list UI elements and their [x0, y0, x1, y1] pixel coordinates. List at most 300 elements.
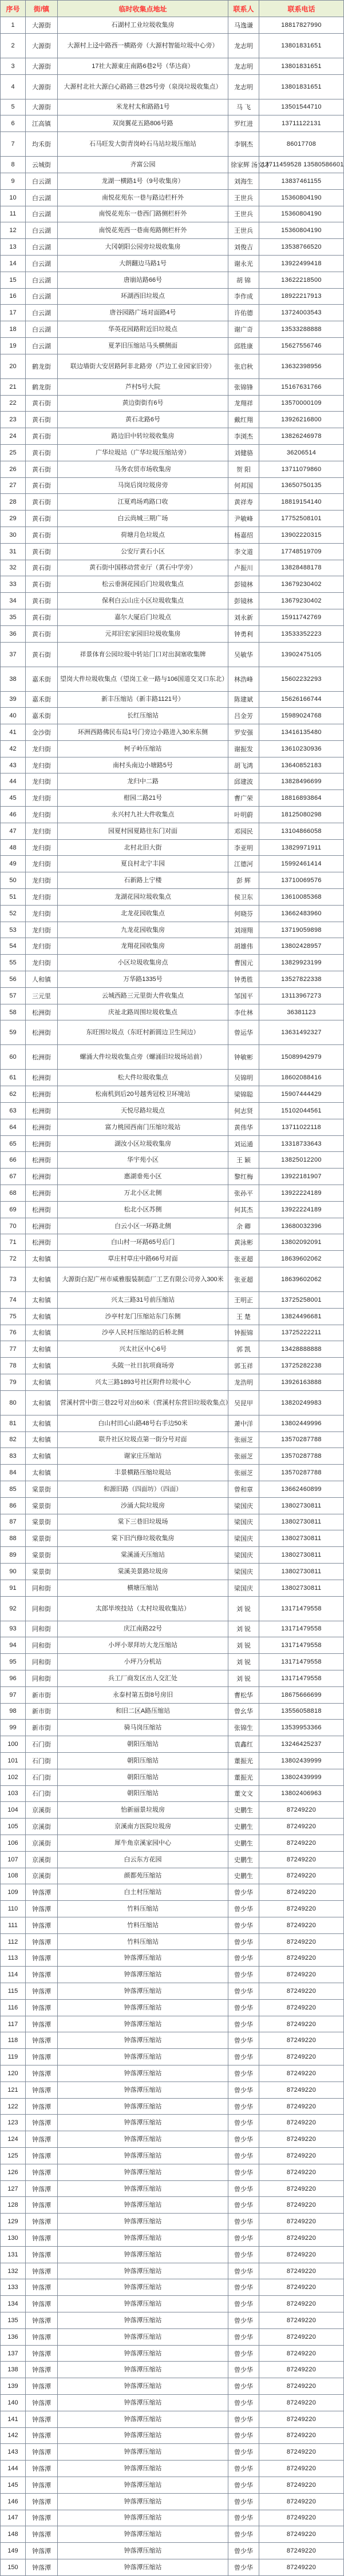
- table-row: [1, 1950, 344, 1967]
- cell-phone: 87249220: [259, 2526, 344, 2543]
- cell-contact: 刘 锐: [228, 1621, 259, 1637]
- cell-street: 钟落潭: [26, 2477, 58, 2493]
- table-row: [1, 543, 344, 560]
- cell-phone: 87249220: [259, 1933, 344, 1950]
- cell-contact: 吕金芳: [228, 708, 259, 724]
- cell-address: 石马旺发大街青岗岭石马站垃圾压缩站: [58, 132, 228, 157]
- cell-address: 钟落潭压缩站: [58, 2279, 228, 2296]
- table-row: [1, 1308, 344, 1325]
- cell-phone: 87249220: [259, 1983, 344, 2000]
- cell-phone: 87249220: [259, 2214, 344, 2230]
- cell-address: 朝阳压缩站: [58, 1736, 228, 1753]
- cell-address: 太郎毕埃技站（太村垃圾收集站）: [58, 1596, 228, 1621]
- cell-street: 同和街: [26, 1654, 58, 1670]
- cell-address: 钟落潭压缩站: [58, 2395, 228, 2411]
- cell-contact: 曾少华: [228, 2016, 259, 2032]
- cell-phone: 15989024768: [259, 708, 344, 724]
- cell-no: 73: [1, 1267, 26, 1292]
- cell-street: 钟落潭: [26, 1884, 58, 1901]
- cell-street: 棠景街: [26, 1497, 58, 1514]
- table-row: [1, 2032, 344, 2049]
- cell-street: 金沙街: [26, 724, 58, 741]
- table-row: [1, 412, 344, 428]
- table-row: [1, 1621, 344, 1637]
- cell-phone: 13922224189: [259, 1201, 344, 1218]
- cell-no: 101: [1, 1752, 26, 1769]
- cell-no: 106: [1, 1835, 26, 1851]
- cell-address: 北村北旧大街: [58, 839, 228, 856]
- cell-address: 芦村5号大院: [58, 378, 228, 395]
- cell-contact: 曾少华: [228, 2427, 259, 2444]
- cell-address: 东旺围垃圾点（东旺村新圆边卫生间边）: [58, 1020, 228, 1045]
- cell-no: 138: [1, 2362, 26, 2378]
- cell-phone: 18817827990: [259, 17, 344, 34]
- cell-contact: 张丽芝: [228, 1465, 259, 1481]
- cell-address: 松大件垃圾收集点: [58, 1070, 228, 1086]
- cell-address: 永兴村九社大件收集点: [58, 807, 228, 823]
- cell-no: 74: [1, 1292, 26, 1309]
- cell-address: 和源旧路（四面坊）（四面）: [58, 1481, 228, 1497]
- cell-no: 100: [1, 1736, 26, 1753]
- cell-street: 龙归街: [26, 740, 58, 757]
- cell-street: 太和镇: [26, 1431, 58, 1448]
- cell-street: 钟落潭: [26, 2016, 58, 2032]
- cell-street: 鹤龙街: [26, 354, 58, 378]
- table-header: [1, 1, 344, 17]
- cell-contact: 曾少华: [228, 2493, 259, 2510]
- cell-phone: 13171479558: [259, 1670, 344, 1686]
- cell-contact: 曾少华: [228, 2214, 259, 2230]
- cell-address: 唐谷园路广场对面路4号: [58, 305, 228, 321]
- cell-no: 142: [1, 2427, 26, 2444]
- table-row: [1, 2098, 344, 2115]
- cell-contact: 谢振发: [228, 740, 259, 757]
- cell-street: 云城街: [26, 157, 58, 173]
- cell-no: 78: [1, 1358, 26, 1374]
- cell-phone: 87249220: [259, 2049, 344, 2065]
- cell-contact: 张孙平: [228, 1185, 259, 1202]
- cell-contact: 王明正: [228, 1292, 259, 1309]
- cell-no: 109: [1, 1884, 26, 1901]
- cell-no: 59: [1, 1020, 26, 1045]
- cell-street: 太和镇: [26, 1465, 58, 1481]
- cell-phone: 13828488178: [259, 560, 344, 576]
- cell-phone: 87249220: [259, 2328, 344, 2345]
- cell-street: 同和街: [26, 1580, 58, 1596]
- cell-address: 骑马岗压缩站: [58, 1720, 228, 1736]
- cell-no: 133: [1, 2279, 26, 2296]
- cell-no: 130: [1, 2230, 26, 2247]
- cell-street: 龙归街: [26, 839, 58, 856]
- cell-street: 龙归街: [26, 889, 58, 906]
- cell-contact: 曾少华: [228, 2098, 259, 2115]
- cell-address: 京溪南方医院垃圾房: [58, 1819, 228, 1835]
- cell-no: 114: [1, 1967, 26, 1983]
- cell-no: 5: [1, 99, 26, 115]
- cell-address: 白山村一环路65号后门: [58, 1234, 228, 1251]
- cell-no: 127: [1, 2180, 26, 2197]
- cell-phone: 87249220: [259, 2131, 344, 2148]
- cell-address: 马岗后岗垃圾房旁: [58, 477, 228, 494]
- cell-street: 钟落潭: [26, 2197, 58, 2214]
- table-row: [1, 724, 344, 741]
- cell-street: 石门街: [26, 1752, 58, 1769]
- header-row: [1, 1, 344, 17]
- cell-address: 钟落潭压缩站: [58, 2543, 228, 2559]
- cell-contact: 曾少华: [228, 1983, 259, 2000]
- cell-phone: 13802439999: [259, 1752, 344, 1769]
- cell-street: 嘉禾街: [26, 691, 58, 708]
- cell-street: 大源街: [26, 99, 58, 115]
- cell-no: 30: [1, 527, 26, 543]
- cell-street: 钟落潭: [26, 1999, 58, 2016]
- cell-no: 13: [1, 239, 26, 256]
- cell-contact: 张锦锋: [228, 378, 259, 395]
- cell-no: 28: [1, 494, 26, 511]
- cell-phone: 13650750135: [259, 477, 344, 494]
- cell-contact: 黄泳彬: [228, 1234, 259, 1251]
- table-row: [1, 1234, 344, 1251]
- cell-phone: 13171479558: [259, 1621, 344, 1637]
- cell-contact: 曾少华: [228, 1950, 259, 1967]
- cell-street: 龙归街: [26, 856, 58, 872]
- cell-contact: 曾少华: [228, 2411, 259, 2427]
- table-row: [1, 1218, 344, 1234]
- cell-street: 龙归街: [26, 905, 58, 922]
- cell-contact: 刘运通: [228, 1135, 259, 1152]
- cell-street: 松洲街: [26, 1185, 58, 1202]
- cell-phone: 13801831651: [259, 58, 344, 74]
- table-row: [1, 1654, 344, 1670]
- table-row: [1, 790, 344, 807]
- cell-contact: 张启秋: [228, 354, 259, 378]
- table-row: [1, 2115, 344, 2131]
- cell-contact: 曾少华: [228, 1884, 259, 1901]
- cell-address: 湖汝小区垃圾收集房: [58, 1135, 228, 1152]
- table-row: [1, 1596, 344, 1621]
- table-row: [1, 2378, 344, 2395]
- cell-contact: 史鹏生: [228, 1819, 259, 1835]
- cell-contact: 黄伟华: [228, 1119, 259, 1135]
- cell-street: 钟落潭: [26, 2032, 58, 2049]
- cell-address: 犀牛角京溪家园中心: [58, 1835, 228, 1851]
- cell-street: 黄石街: [26, 576, 58, 593]
- cell-no: 58: [1, 1004, 26, 1020]
- cell-phone: 87249220: [259, 1851, 344, 1868]
- cell-contact: 梁国庆: [228, 1497, 259, 1514]
- cell-phone: 13725222211: [259, 1325, 344, 1341]
- cell-no: 111: [1, 1917, 26, 1933]
- cell-contact: 曹松华: [228, 1686, 259, 1703]
- cell-street: 江高镇: [26, 115, 58, 132]
- cell-street: 黄石街: [26, 543, 58, 560]
- cell-phone: 18125080298: [259, 807, 344, 823]
- cell-no: 113: [1, 1950, 26, 1967]
- cell-no: 139: [1, 2378, 26, 2395]
- cell-phone: 87249220: [259, 2477, 344, 2493]
- cell-address: 钟落潭压缩站: [58, 2526, 228, 2543]
- cell-phone: 36381123: [259, 1004, 344, 1020]
- cell-no: 84: [1, 1465, 26, 1481]
- cell-contact: 曾少华: [228, 1901, 259, 1917]
- cell-street: 钟落潭: [26, 2098, 58, 2115]
- cell-address: 联升社区垃圾点第一街分号对面: [58, 1431, 228, 1448]
- cell-phone: 87249220: [259, 1884, 344, 1901]
- cell-contact: 曾少华: [228, 2032, 259, 2049]
- table-row: [1, 378, 344, 395]
- cell-address: 公安厅黄石小区: [58, 543, 228, 560]
- cell-contact: 杨嘉绍: [228, 527, 259, 543]
- cell-contact: 袁鑫红: [228, 1736, 259, 1753]
- cell-contact: 萧中洋: [228, 1415, 259, 1431]
- table-row: [1, 2444, 344, 2461]
- cell-street: 松洲街: [26, 1086, 58, 1103]
- cell-contact: 曾少华: [228, 2296, 259, 2312]
- cell-street: 棠景街: [26, 1563, 58, 1580]
- cell-no: 15: [1, 272, 26, 288]
- cell-phone: 13826246978: [259, 428, 344, 445]
- cell-address: 钟落潭压缩站: [58, 2510, 228, 2526]
- cell-street: 大源街: [26, 58, 58, 74]
- cell-phone: 13679230402: [259, 593, 344, 609]
- cell-address: 钟落潭压缩站: [58, 2032, 228, 2049]
- cell-phone: 87249220: [259, 2362, 344, 2378]
- cell-address: 钟落潭压缩站: [58, 2461, 228, 2477]
- cell-address: 长红压缩站: [58, 708, 228, 724]
- cell-no: 85: [1, 1481, 26, 1497]
- cell-contact: 侯卫东: [228, 889, 259, 906]
- cell-address: 棠下三巷旧垃圾场: [58, 1514, 228, 1530]
- table-row: [1, 1341, 344, 1358]
- cell-street: 白云湖: [26, 173, 58, 189]
- cell-phone: 13570287788: [259, 1431, 344, 1448]
- table-row: [1, 1070, 344, 1086]
- cell-phone: 13570287788: [259, 1448, 344, 1465]
- cell-phone: 87249220: [259, 2559, 344, 2575]
- cell-no: 49: [1, 856, 26, 872]
- cell-contact: 曾少华: [228, 1967, 259, 1983]
- cell-address: 大源村北社大源白心路路三巷25号旁（泉岗垃圾收集点）: [58, 74, 228, 99]
- table-row: [1, 2345, 344, 2362]
- cell-contact: 陈建斌: [228, 691, 259, 708]
- cell-no: 9: [1, 173, 26, 189]
- cell-no: 90: [1, 1563, 26, 1580]
- cell-address: 望岗大件垃圾收集点（望岗工业一路与106国道交叉口东北）: [58, 667, 228, 691]
- cell-street: 黄石街: [26, 560, 58, 576]
- cell-address: 马务农贸市场收集房: [58, 461, 228, 477]
- table-row: [1, 1267, 344, 1292]
- cell-no: 121: [1, 2081, 26, 2098]
- cell-address: 元邦旧宏家园旧垃圾收集房: [58, 625, 228, 642]
- cell-phone: 18816893864: [259, 790, 344, 807]
- cell-no: 29: [1, 511, 26, 527]
- cell-no: 55: [1, 955, 26, 971]
- cell-address: 大朗翻边马路1号: [58, 255, 228, 272]
- cell-contact: 王世兵: [228, 222, 259, 239]
- table-row: [1, 1119, 344, 1135]
- cell-no: 132: [1, 2263, 26, 2279]
- table-row: [1, 2477, 344, 2493]
- table-row: [1, 2279, 344, 2296]
- cell-contact: 徐家辉 汤文才: [228, 157, 259, 173]
- cell-contact: 谢永光: [228, 255, 259, 272]
- cell-phone: 18602088416: [259, 1070, 344, 1086]
- cell-address: 双岗翼花五路806号路: [58, 115, 228, 132]
- cell-no: 115: [1, 1983, 26, 2000]
- cell-contact: 钟勇利: [228, 625, 259, 642]
- cell-phone: 87249220: [259, 2016, 344, 2032]
- cell-street: 太和镇: [26, 1292, 58, 1309]
- cell-address: 白土村压缩站: [58, 1884, 228, 1901]
- cell-address: 头陂一社日抗项商场旁: [58, 1358, 228, 1374]
- table-row: [1, 691, 344, 708]
- cell-address: 钟落潭压缩站: [58, 2098, 228, 2115]
- cell-phone: 15627556746: [259, 337, 344, 354]
- cell-address: 荷塘月色垃圾点: [58, 527, 228, 543]
- table-row: [1, 1819, 344, 1835]
- cell-no: 88: [1, 1530, 26, 1547]
- cell-address: 钟落潭压缩站: [58, 2131, 228, 2148]
- table-row: [1, 1547, 344, 1564]
- cell-street: 钟落潭: [26, 2559, 58, 2575]
- cell-phone: 15360804190: [259, 189, 344, 206]
- cell-street: 石门街: [26, 1785, 58, 1802]
- cell-phone: 87249220: [259, 2115, 344, 2131]
- cell-address: 惠湖垂苑小区: [58, 1169, 228, 1185]
- table-row: [1, 2510, 344, 2526]
- cell-no: 146: [1, 2493, 26, 2510]
- cell-address: 棠溪美景路垃圾房: [58, 1563, 228, 1580]
- table-row: [1, 1637, 344, 1654]
- cell-address: 龙湖一横路1号（9号收集房）: [58, 173, 228, 189]
- header-no: 序号: [1, 1, 26, 17]
- cell-phone: 13533288888: [259, 321, 344, 338]
- cell-street: 石门街: [26, 1769, 58, 1785]
- cell-phone: 87249220: [259, 2180, 344, 2197]
- cell-address: 万北小区北侧: [58, 1185, 228, 1202]
- cell-no: 47: [1, 823, 26, 839]
- cell-street: 松洲街: [26, 1045, 58, 1070]
- cell-street: 黄石街: [26, 412, 58, 428]
- cell-contact: 李浏杰: [228, 428, 259, 445]
- cell-contact: 梁国庆: [228, 1547, 259, 1564]
- cell-address: 丰景横路压缩垃圾站: [58, 1465, 228, 1481]
- table-row: [1, 2328, 344, 2345]
- cell-street: 钟落潭: [26, 2378, 58, 2395]
- cell-address: 夏茅旧压缩站马头横侧面: [58, 337, 228, 354]
- table-row: [1, 1415, 344, 1431]
- cell-no: 46: [1, 807, 26, 823]
- table-row: [1, 1769, 344, 1785]
- table-row: [1, 157, 344, 173]
- cell-no: 89: [1, 1547, 26, 1564]
- cell-street: 白云湖: [26, 272, 58, 288]
- table-row: [1, 1802, 344, 1819]
- table-row: [1, 2016, 344, 2032]
- cell-phone: 13922224189: [259, 1185, 344, 1202]
- cell-address: 园夏村园夏路往东门对面: [58, 823, 228, 839]
- cell-phone: 13926163888: [259, 1374, 344, 1390]
- cell-street: 钟落潭: [26, 2345, 58, 2362]
- cell-no: 34: [1, 593, 26, 609]
- cell-street: 钟落潭: [26, 1983, 58, 2000]
- table-row: [1, 560, 344, 576]
- cell-no: 141: [1, 2411, 26, 2427]
- cell-contact: 龙志明: [228, 33, 259, 58]
- table-row: [1, 889, 344, 906]
- cell-contact: 张丽芝: [228, 1431, 259, 1448]
- cell-no: 60: [1, 1045, 26, 1070]
- table-row: [1, 823, 344, 839]
- cell-street: 鹤龙街: [26, 378, 58, 395]
- cell-street: 钟落潭: [26, 2081, 58, 2098]
- table-row: [1, 2559, 344, 2575]
- cell-phone: 18675666699: [259, 1686, 344, 1703]
- cell-phone: 87249220: [259, 2395, 344, 2411]
- table-row: [1, 872, 344, 889]
- cell-street: 钟落潭: [26, 2180, 58, 2197]
- cell-address: 路边旧中转垃圾收集房: [58, 428, 228, 445]
- cell-no: 63: [1, 1103, 26, 1119]
- cell-no: 57: [1, 987, 26, 1004]
- cell-no: 144: [1, 2461, 26, 2477]
- cell-phone: 13802449996: [259, 1415, 344, 1431]
- cell-contact: 曾少华: [228, 2510, 259, 2526]
- cell-address: 钟落潭压缩站: [58, 2345, 228, 2362]
- cell-phone: 13802730811: [259, 1563, 344, 1580]
- cell-no: 87: [1, 1514, 26, 1530]
- cell-phone: 87249220: [259, 1967, 344, 1983]
- cell-address: 北龙花园收集点: [58, 905, 228, 922]
- cell-address: 大源街白泥广州市威雅服装制造厂工艺有限公司旁入300米: [58, 1267, 228, 1292]
- cell-address: 富力桃园西南门压缩垃圾站: [58, 1119, 228, 1135]
- cell-address: 南悦花苑东一巷与路边栏杆外: [58, 189, 228, 206]
- cell-address: 钟落潭压缩站: [58, 2065, 228, 2082]
- table-row: [1, 1884, 344, 1901]
- cell-contact: 罗红进: [228, 115, 259, 132]
- cell-address: 新丰压缩站（新丰路1121号）: [58, 691, 228, 708]
- cell-address: 钟落潭压缩站: [58, 2180, 228, 2197]
- table-row: [1, 1580, 344, 1596]
- cell-no: 42: [1, 740, 26, 757]
- table-row: [1, 1752, 344, 1769]
- cell-phone: 13711122131: [259, 115, 344, 132]
- table-row: [1, 642, 344, 667]
- cell-address: 钟落潭压缩站: [58, 2312, 228, 2329]
- cell-no: 116: [1, 1999, 26, 2016]
- table-row: [1, 2411, 344, 2427]
- table-row: [1, 807, 344, 823]
- cell-contact: 刘 锐: [228, 1596, 259, 1621]
- cell-no: 104: [1, 1802, 26, 1819]
- cell-street: 京溪街: [26, 1819, 58, 1835]
- cell-street: 白云湖: [26, 305, 58, 321]
- cell-contact: 龙志明: [228, 58, 259, 74]
- cell-address: 柯子岭压缩站: [58, 740, 228, 757]
- cell-contact: 钟振锦: [228, 1325, 259, 1341]
- cell-no: 108: [1, 1868, 26, 1884]
- table-row: [1, 2362, 344, 2378]
- table-row: [1, 305, 344, 321]
- cell-contact: 曾少华: [228, 2312, 259, 2329]
- cell-street: 钟落潭: [26, 2444, 58, 2461]
- cell-address: 钟落潭压缩站: [58, 1983, 228, 2000]
- cell-address: 竹料压缩站: [58, 1933, 228, 1950]
- cell-address: 营溪村营中街三巷22号对出60米（营溪村东营旧垃圾收集点）: [58, 1390, 228, 1415]
- cell-address: 庆祉北路周围垃圾收集点: [58, 1004, 228, 1020]
- cell-phone: 13725282238: [259, 1358, 344, 1374]
- cell-street: 太和镇: [26, 1251, 58, 1267]
